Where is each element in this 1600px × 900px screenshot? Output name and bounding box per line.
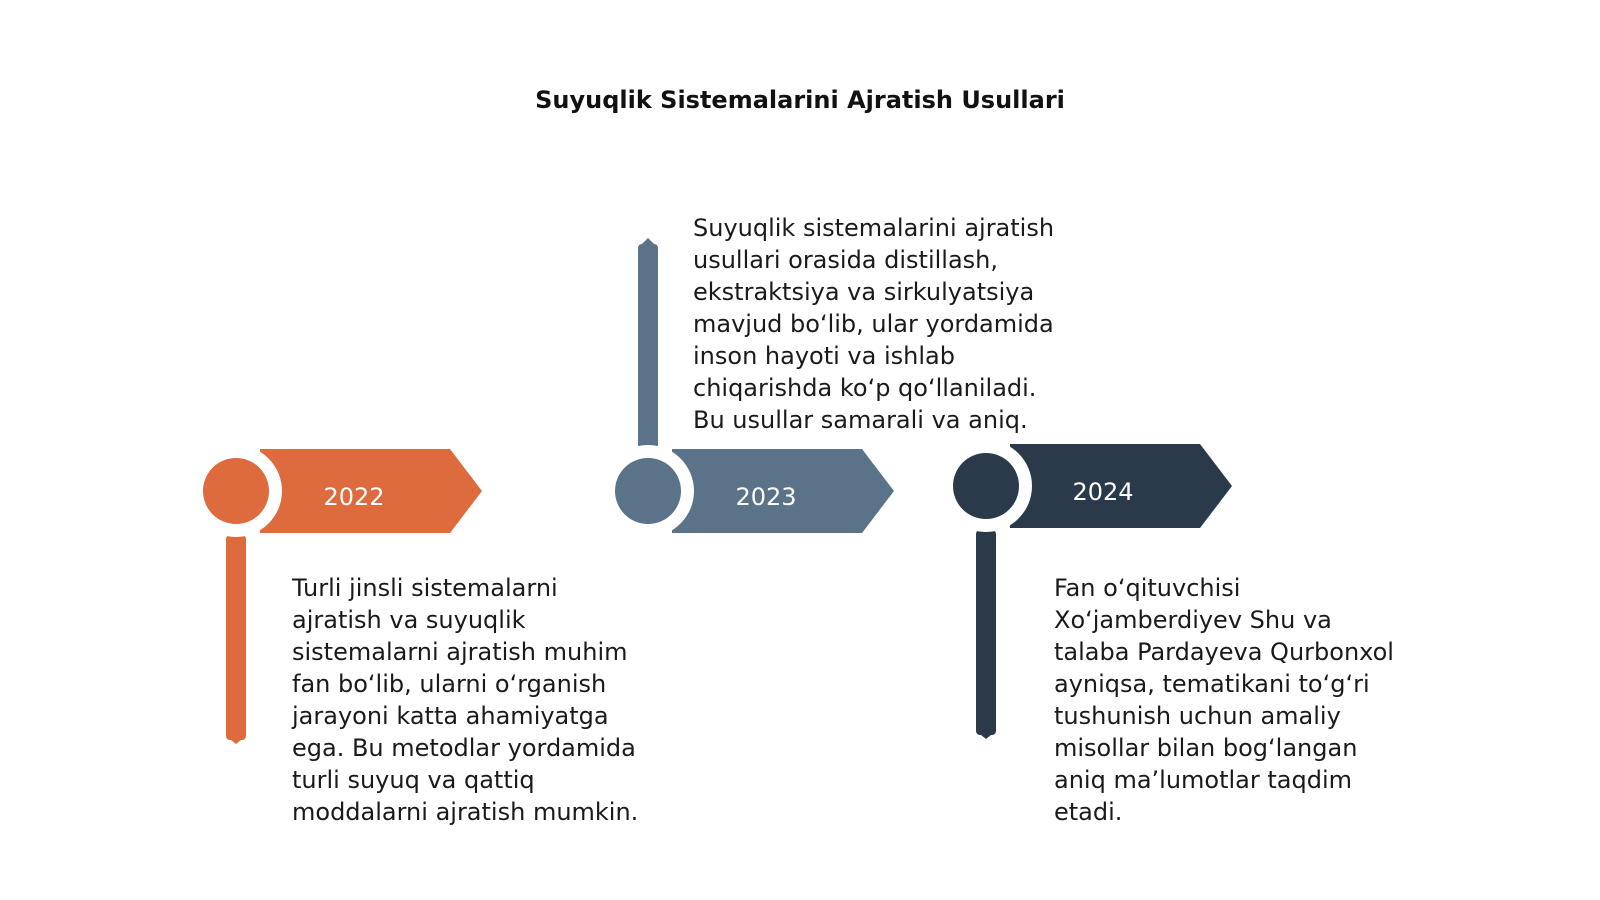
- milestone-2-dot: [615, 458, 681, 524]
- milestone-2-stem: [638, 244, 658, 449]
- milestone-1-stem: [226, 535, 246, 740]
- milestone-3-stem: [976, 530, 996, 735]
- diagram-title: Suyuqlik Sistemalarini Ajratish Usullari: [535, 86, 1065, 114]
- milestone-1-description: Turli jinsli sistemalarni ajratish va suyuqlik sistemalarni ajratish muhim fan bo‘lib, ularni o‘rganish jarayoni katta ahamiyatga ega. Bu metodlar yordamida turli suyuq va qattiq moddalarni ajratish mumkin.: [292, 574, 639, 826]
- milestone-3-year: 2024: [1072, 478, 1134, 506]
- milestone-2-description: Suyuqlik sistemalarini ajratish usullari orasida distillash, ekstraktsiya va sirkulyatsiya mavjud bo‘lib, ular yordamida inson hayoti va ishlab chiqarishda ko‘p qo‘llaniladi. Bu usullar samarali va aniq.: [693, 214, 1055, 434]
- milestone-2-year: 2023: [735, 483, 797, 511]
- milestone-1-year: 2022: [323, 483, 385, 511]
- milestone-3-dot: [953, 453, 1019, 519]
- milestone-3-description: Fan o‘qituvchisi Xo‘jamberdiyev Shu va talaba Pardayeva Qurbonxol ayniqsa, tematikani to‘g‘ri tushunish uchun amaliy misollar bilan bog‘langan aniq ma’lumotlar taqdim etadi.: [1054, 574, 1394, 826]
- milestone-1-dot: [203, 458, 269, 524]
